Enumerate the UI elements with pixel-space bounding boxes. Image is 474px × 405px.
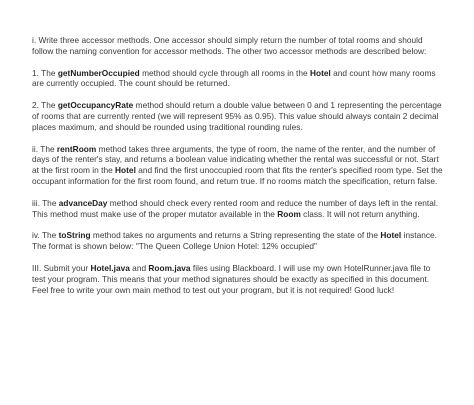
paragraph-text: 1. The <box>32 67 58 78</box>
bold-term: Room <box>277 208 301 219</box>
bold-term: rentRoom <box>56 143 97 154</box>
bold-term: getOccupancyRate <box>57 100 134 111</box>
paragraph <box>32 35 444 57</box>
bold-term: Hotel <box>115 165 136 176</box>
paragraph <box>32 198 444 220</box>
document-body <box>32 35 444 306</box>
paragraph-text: 2. The <box>32 100 58 111</box>
paragraph-text: class. It will not return anything. <box>300 208 420 219</box>
paragraph-text: method should check every rented room and reduce the number of days left in the rental. This method must make use of the proper mutator available in the <box>32 197 439 219</box>
bold-term: Hotel <box>380 230 402 241</box>
paragraph-text: files using Blackboard. I will use my own HotelRunner.java file to test your program. This means that your method signatures should be exactly as specified in this document. Feel free to write your own main method to test out your program, but it is not required! Good luck! <box>32 262 431 295</box>
bold-term: advanceDay <box>58 197 108 208</box>
paragraph-text: and <box>129 262 149 273</box>
paragraph-text: and count how many rooms are currently occupied. The count should be returned. <box>32 67 436 89</box>
paragraph-text: method takes no arguments and returns a String representing the state of the <box>90 230 381 241</box>
paragraph <box>32 230 444 252</box>
paragraph-text: method takes three arguments, the type of room, the name of the renter, and the number of days of the renter's stay, and returns a boolean value indicating whether the rental was successful or not. Start at the first room in the <box>32 143 439 176</box>
bold-term: Hotel <box>309 67 331 78</box>
paragraph-text: method should return a double value between 0 and 1 representing the percentage of rooms that are currently rented (we will represent 95% as 0.95). This value should always contain 2 decimal places maximum, and should be rounded using traditional rounding rules. <box>32 100 442 132</box>
paragraph-text: iii. The <box>32 197 59 208</box>
paragraph-text: ii. The <box>32 143 57 154</box>
bold-term: Room.java <box>148 262 191 273</box>
paragraph-text: method should cycle through all rooms in the <box>139 67 310 78</box>
paragraph <box>32 144 444 187</box>
paragraph-text: instance. The format is shown below: "The Queen College Union Hotel: 12% occupied" <box>32 230 437 252</box>
bold-term: Hotel.java <box>90 262 130 273</box>
paragraph <box>32 263 444 295</box>
paragraph-text: i. Write three accessor methods. One accessor should simply return the number of total rooms and should follow the naming convention for accessor methods. The other two accessor methods are described below: <box>32 35 427 56</box>
paragraph <box>32 68 444 90</box>
bold-term: toString <box>58 230 91 241</box>
paragraph <box>32 100 444 132</box>
paragraph-text: iv. The <box>32 230 59 241</box>
paragraph-text: and find the first unoccupied room that fits the renter's specified room type. Set the occupant information for the first room found, and return true. If no rooms match the specification, return false. <box>32 165 443 186</box>
bold-term: getNumberOccupied <box>57 67 140 78</box>
paragraph-text: III. Submit your <box>32 262 91 273</box>
